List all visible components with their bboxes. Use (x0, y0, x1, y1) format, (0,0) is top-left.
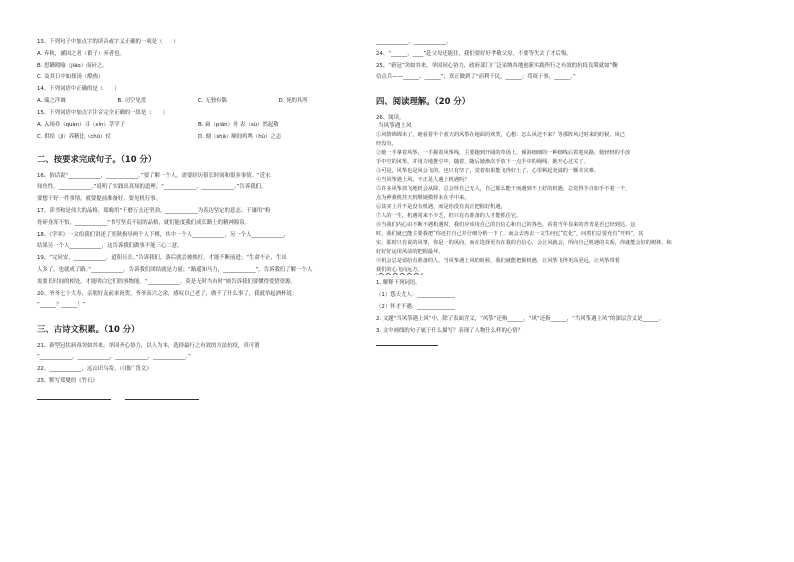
passage-line: ①风情绵绵未了，她看着半个蓝天的风筝在地面的欢笑，心想：怎么风还不来？等那阵风过时来的时候，风已 (376, 131, 626, 138)
passage-underlined-line: 我们的心飞向远方。 (376, 266, 423, 273)
q21-line: “____________，____________，____________，____________。” (37, 354, 191, 361)
q22-line: 22、____________，远山识乌寄。（《细广货文》 (37, 366, 152, 373)
passage-title: 当风筝遇上风 (378, 122, 412, 129)
section-3-heading: 三、古诗文积累。（10 分） (37, 323, 140, 334)
left-column (37, 38, 359, 400)
passage-line: 点为神我机挂天机继她模样未在半中来。 (376, 194, 470, 201)
q17-line: 17、读书和是伟大的品格。郑晚用“千磨万击还坚劲，____________为表达坚定的意志；于谦用“粉 (37, 207, 271, 214)
passage-body (376, 131, 758, 275)
q20-line: 20、爷爷七十大寿，亲朋好友前来祝贺，爷爷高兴之余，感叹自己老了，做不了什么事了，我就举起酒杯说： (37, 290, 298, 297)
q13-option-b: B. 思瞒瑕喻（jiāo）而矸之。 (37, 62, 108, 69)
answer-blank[interactable] (376, 335, 438, 346)
q25-line: 信点兵——______、______”；真正做到了“而利千民，______；苟周于事，______。” (376, 74, 576, 81)
section-2-heading: 二、按要求完成句子。（10 分） (37, 153, 157, 164)
q16-line: 要想干好一件事情，就要提前准备好，要见机行事。 (37, 196, 161, 203)
passage-line: 手中空的风筝，并用力地推空中，随着，随后她渐次手放下一点手中的绳线，她开心过关了。 (376, 158, 589, 165)
passage-line: ⑤许多风筝放飞地机会从降，总会怪自己无人，自己那么能干而遇到不上好的机遇，总觉得手自如手不着一个， (376, 185, 631, 192)
q14-option: C. 无独有偶 (198, 97, 227, 104)
q23-line: 23、默写郑燮的《竹石》 (37, 377, 98, 384)
q19-line: 需要长时间的相处，才能明白它们的事物能。“____________，莫是无时当有时”则告诉我们要懂得爱惜资源。 (37, 278, 296, 285)
q24-line: 24、“______，____”赴父母还能住，我们要好好孝敬父母，不要等失去了才后悔。 (376, 50, 572, 57)
q15-option: C. 供给（jǐ）养精比（chǔ）仗 (37, 134, 111, 141)
q15-options-row1 (37, 121, 359, 129)
passage-line: 经没有。 (376, 140, 397, 147)
q23-answer-lines (37, 391, 359, 400)
q13-stem: 13、下列句子中加点字的读音或字义正确的一项是（ ） (37, 39, 179, 45)
q15-option: B. 扁（piān）舟 表（sù）然起敬 (198, 121, 279, 128)
sub-q3: 3. 文中画线的句子属于什么描写？表现了人物什么样的心情？ (376, 327, 524, 334)
sub-q1-stem: 1. 解释下列词语。 (376, 280, 421, 287)
q26-stem: 26、阅读。 (376, 114, 405, 121)
q14-stem: 14、下列词语中正确的是（ ） (37, 86, 120, 93)
q15-option: D. 刻（shā）顺间鸡鸣（hú）之志 (198, 134, 282, 141)
sub-q1a: （1）怨天尤人：______________ (376, 292, 455, 299)
passage-line: ⑧当我们内心由不断不遇机遇时，我们应该用自己的自信心和自己的各色，看着当年显来的青青是否已经到达。这 (376, 221, 636, 228)
answer-blank[interactable] (37, 391, 111, 400)
q18-line: 18、《学弈》一文给我们讲述了奕秋指导两个人下棋，其中一个人____________，另一个人____________， (37, 231, 290, 238)
q21-line: 21、新型冠状病毒突如其来，举国齐心协力，以人为本，选择最行之有效的方法抗疫，真可谓 (37, 342, 260, 349)
q14-options (37, 97, 359, 105)
q19-line: 19、“完同安，____________，道阻且长。”告诉我们，落后就会被挨打，才能不断前进；“生命不止，生出 (37, 255, 287, 262)
passage-line: ⑦人的一生，机遇常来不少乏，但只有有准备的人才能抓住它。 (376, 212, 522, 219)
q15-options-row2 (37, 133, 359, 141)
sub-q1b: （2）怀才不遇：______________ (376, 303, 455, 310)
passage-line: 实，那时只有说的风箏，你是一的风向，而在选择更有在我的自信心，会让风就会，所向自己机遇的关系，你就能会好的树林，和 (376, 239, 672, 246)
q15-option: A. 入场券（quàn）寻（xín）莘学子 (37, 121, 125, 128)
q13-option-a: A. 弃秋，涵国之者（蓄子）弃者也。 (37, 50, 125, 57)
passage-line: ③可是，风筝也是风会飞的，也只有坚了，觉着如果能飞得好上了，心里顿起充溢的一颗幸灾难。 (376, 167, 600, 174)
q23-continued: ____________，____________。 (376, 39, 452, 45)
q19-line: 人多了，也就成了路。”____________。告诉我们团结就是力量；“路遥知马力，____________”，告诉我们了解一个人 (37, 266, 313, 273)
q25-line: 25、“新冠”突如其来，举国同心协力，政府部门广泛采纳各地创新实践所行之有效的抗疫良策就如“鞠 (376, 62, 618, 69)
q17-line: 骨碎身浑不怕，____________”书写坚贞不屈的品格，就们能度我们成长路上的精神源泉。 (37, 219, 251, 226)
passage-line: 时，我们就已能主要我把“你还打自己并仔细分析一下了，而会去再去一文生问它“危化”，问着们总要充有“开料”，其 (376, 230, 644, 237)
q13-option-c: C. 及其日中如探汤（酷热） (37, 74, 104, 81)
passage-line: ②她一手拿着风筝，一手握着风筝线，主要跑到开阔的草场上，倾斜细细的一种细线后着迎风路，她轻轻的手放 (376, 149, 631, 156)
answer-blank[interactable] (125, 391, 199, 400)
passage-line: 好好好运用风前的把握最坏。 (376, 248, 444, 255)
q16-line: 16、俗话说“____________，____________。”要了解一个人，需要经历很长时间和很多事情。“近水 (37, 172, 271, 179)
right-column (376, 38, 758, 346)
q14-option: B. 司空见贯 (117, 97, 147, 104)
q20-line: “______？______！” (37, 302, 86, 309)
q14-option: A. 瑞之洋调 (37, 97, 66, 104)
q18-line: 结果另一个人____________，这告诉我们做事不能三心二意。 (37, 243, 183, 250)
passage-line: ⑥其实上并不是没有机遇，而是你没有真正把握好机遇。 (376, 203, 506, 210)
q16-line: 知鱼性，____________。”说明了实践出真知的道理；“____________，____________。”告诉我们， (37, 184, 267, 191)
q15-stem: 15、下列词语中加点字注音完全正确的一组是（ ） (37, 109, 168, 116)
section-4-heading: 四、阅读理解。（20 分） (376, 95, 471, 106)
passage-line: ④当风筝遇上风，不正是人遇上机遇吗？ (376, 176, 470, 183)
passage-line: ⑨机会总是留给有准备的人，当风筝遇上风的时候，我们就能把握机遇，让风筝飞得更高更远，让风筝带着 (376, 257, 620, 264)
q14-option: D. 死的其所 (278, 97, 308, 104)
sub-q2: 2. 文题“当风筝遇上风”中，除了表面含义，“风筝”还指______，“风”还指______，“当风筝遇上风”的深层含义是______。 (376, 315, 664, 322)
